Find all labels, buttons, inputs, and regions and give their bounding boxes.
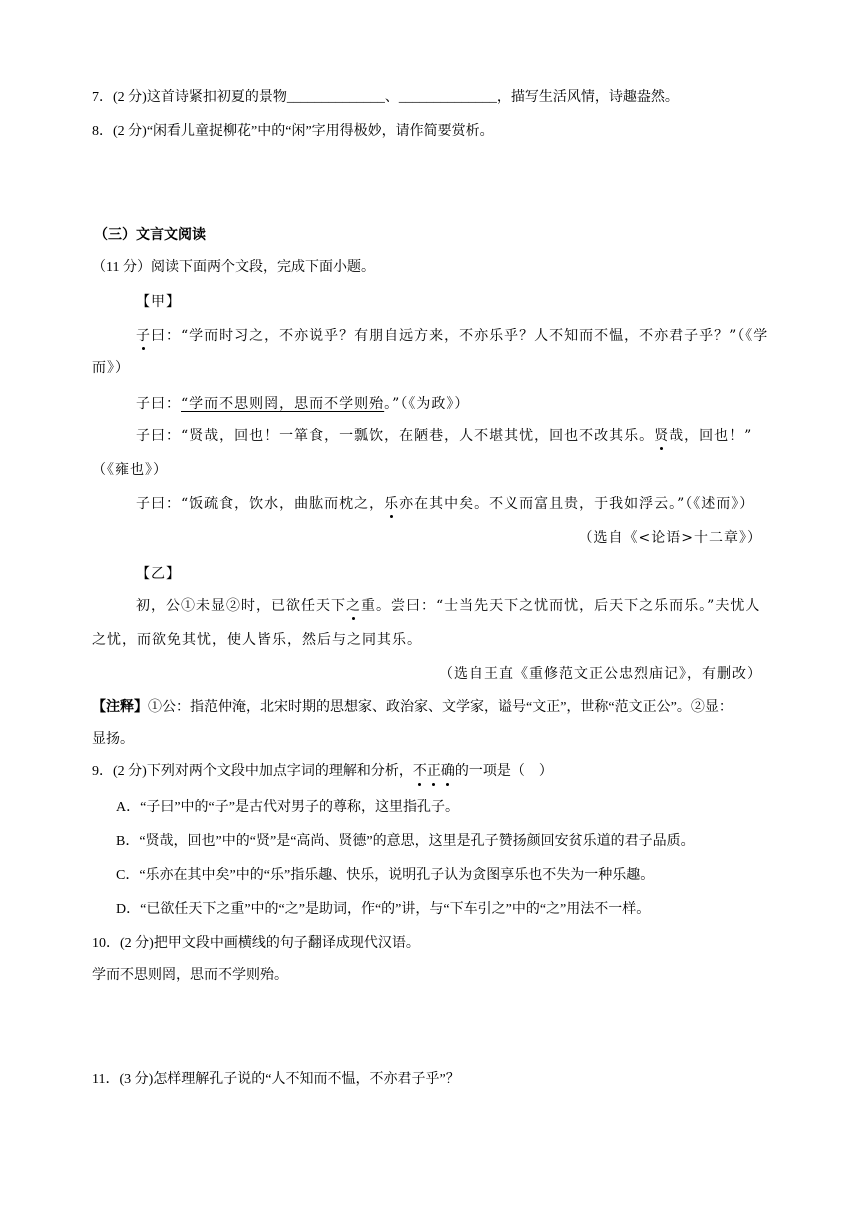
dotted-char: 不 [413,762,427,782]
passage-text: 子曰：“饭疏食，饮水，曲肱而枕之， [136,496,385,512]
question-text: “闲看儿童捉柳花”中的“闲”字用得极妙，请作简要赏析。 [146,124,494,139]
passage-label-yi: 【乙】 [136,566,181,582]
passage-text: 子曰： [136,396,181,412]
underlined-sentence: “学而不思则罔，思而不学则殆 [181,396,385,412]
passage-yi-line-1 [136,596,760,616]
passage-jia-line-4 [136,494,754,514]
question-8 [92,122,494,142]
passage-jia-line-2 [136,394,469,414]
separator: 、 [384,90,399,105]
question-number: 11． [92,1072,120,1087]
question-number: 10． [92,936,120,951]
notes [92,698,733,718]
passage-jia-line-3-cont: （《雍也》） [92,462,168,478]
question-10 [92,934,420,954]
passage-text: 未显 [196,598,226,614]
question-score: (2 分) [120,936,154,951]
passage-text: 亦在其中矣。不义而富且贵，于我如浮云。”（《述而》） [399,496,755,512]
passage-jia-source: （选自《<论语>十二章》） [578,530,762,546]
question-text: 这首诗紧扣初夏的景物 [146,90,287,105]
option-a[interactable]: A．“子曰”中的“子”是古代对男子的尊称，这里指孔子。 [116,800,459,815]
question-9 [92,762,553,782]
dotted-char: 正 [427,762,441,782]
passage-text: 时，已欲任天下 [241,598,346,614]
passage-text: 重。尝曰：“士当先天下之忧而忧，后天下之乐而乐。”夫忧人 [361,598,761,614]
dotted-char: 确 [441,762,455,782]
passage-text: 子曰：“贤哉，回也！一箪食，一瓢饮，在陋巷，人不堪其忧，回也不改其乐。 [136,428,655,444]
answer-blank[interactable]: ______________ [398,90,497,105]
notes-label: 【注释】 [92,700,148,715]
question-7 [92,88,679,108]
question-text: 下列对两个文段中加点字词的理解和分析， [146,764,413,779]
passage-text: ：“学而时习之，不亦说乎？有朋自远方来，不亦乐乎？人不知而不愠，不亦君子乎？”（《学 [166,328,769,344]
question-number: 7． [92,90,113,105]
question-text: 怎样理解孔子说的“人不知而不愠，不亦君子乎”？ [153,1072,460,1087]
section-title: （三）文言文阅读 [94,228,206,243]
passage-text: 哉，回也！” [669,428,753,444]
question-11 [92,1070,460,1090]
passage-yi-line-1-cont: 之忧，而欲免其忧，使人皆乐，然后与之同其乐。 [92,632,422,648]
notes-cont: 显扬。 [92,732,134,747]
question-text: ，描写生活风情，诗趣盎然。 [496,90,679,105]
passage-jia-line-1-cont: 而》） [92,360,130,376]
passage-jia-line-3 [136,426,752,446]
footnote-marker: ① [181,598,196,614]
notes-text: ①公：指范仲淹，北宋时期的思想家、政治家、文学家，谥号“文正”，世称“范文正公”。②显： [148,700,733,715]
option-c[interactable]: C．“乐亦在其中矣”中的“乐”指乐趣、快乐，说明孔子认为贪图享乐也不失为一种乐趣。 [116,868,655,883]
option-b[interactable]: B．“贤哉，回也”中的“贤”是“高尚、贤德”的意思，这里是孔子赞扬颜回安贫乐道的君子品质。 [116,834,695,849]
question-number: 9． [92,764,113,779]
dotted-char: 之 [346,598,361,614]
question-10-sentence: 学而不思则罔，思而不学则殆。 [92,968,288,983]
passage-yi-source: （选自王直《重修范文正公忠烈庙记》，有删改） [439,666,762,682]
question-score: (2 分) [113,90,147,105]
section-intro: （11 分）阅读下面两个文段，完成下面小题。 [92,260,375,275]
question-number: 8． [92,124,113,139]
dotted-char: 贤 [654,428,670,444]
option-d[interactable]: D．“已欲任天下之重”中的“之”是助词，作“的”讲，与“下车引之”中的“之”用法不一样。 [116,902,651,917]
question-text: 把甲文段中画横线的句子翻译成现代汉语。 [153,936,420,951]
dotted-char: 乐 [384,496,400,512]
passage-jia-line-1 [136,326,768,346]
passage-text: 初，公 [136,598,181,614]
passage-text: 曰 [151,328,166,344]
passage-label-jia: 【甲】 [136,294,181,310]
question-score: (2 分) [113,764,147,779]
question-score: (3 分) [119,1072,154,1087]
answer-blank[interactable]: ______________ [286,90,385,105]
passage-text: 。”（《为政》） [384,396,470,412]
question-text: 的一项是（ ） [454,764,553,779]
dotted-char: 子 [136,328,151,344]
question-score: (2 分) [113,124,147,139]
footnote-marker: ② [226,598,241,614]
